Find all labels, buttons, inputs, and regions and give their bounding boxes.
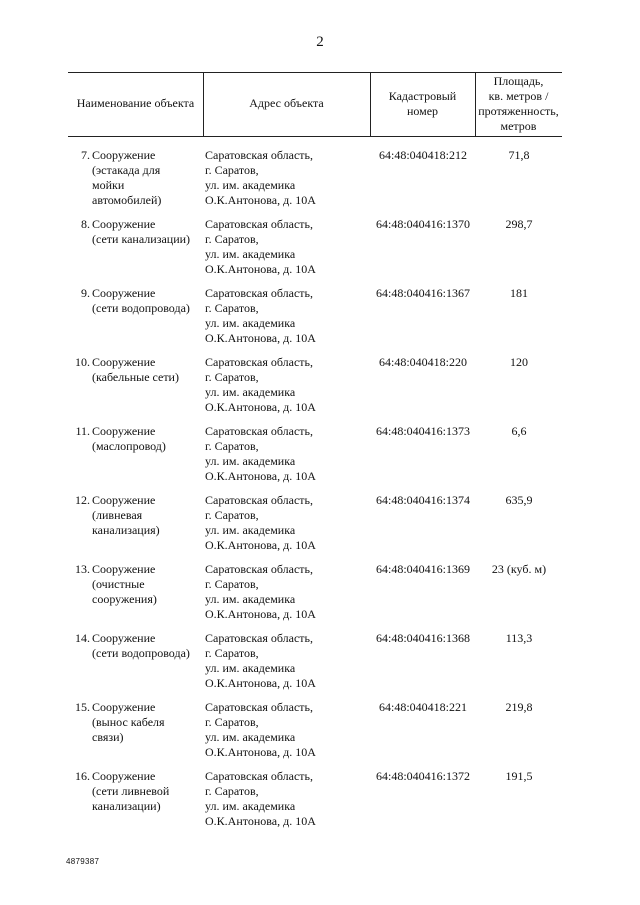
- table-row: [0, 217, 640, 286]
- row-number: 13.: [75, 562, 90, 576]
- table-top-rule: [68, 72, 562, 73]
- object-address: Саратовская область, г. Саратов, ул. им. академика О.К.Антонова, д. 10А: [205, 631, 316, 690]
- row-number: 14.: [75, 631, 90, 645]
- cadastral-number: 64:48:040416:1374: [375, 493, 470, 507]
- document-code: 4879387: [66, 857, 100, 866]
- page-number: 2: [316, 34, 324, 50]
- header-area: Площадь, кв. метров / протяженность, метров: [478, 74, 559, 133]
- object-name-cell: [68, 493, 203, 538]
- header-cadastral: Кадастровый номер: [388, 89, 457, 118]
- row-number: 10.: [75, 355, 90, 369]
- table-row: [0, 631, 640, 700]
- object-name-cell: [68, 631, 203, 661]
- object-address: Саратовская область, г. Саратов, ул. им. академика О.К.Антонова, д. 10А: [205, 286, 316, 345]
- table-row: [0, 493, 640, 562]
- object-name: Сооружение (кабельные сети): [92, 355, 179, 384]
- object-address: Саратовская область, г. Саратов, ул. им. академика О.К.Антонова, д. 10А: [205, 217, 316, 276]
- object-name: Сооружение (вынос кабеля связи): [92, 700, 165, 744]
- object-name: Сооружение (ливневая канализация): [92, 493, 160, 537]
- header-address: Адрес объекта: [249, 96, 324, 110]
- cadastral-number: 64:48:040418:220: [378, 355, 467, 369]
- cadastral-number: 64:48:040416:1370: [375, 217, 470, 231]
- row-number: 12.: [75, 493, 90, 507]
- object-area: 6,6: [511, 424, 527, 438]
- object-name-cell: [68, 700, 203, 745]
- object-name-cell: [68, 286, 203, 316]
- table-row: [0, 286, 640, 355]
- object-name: Сооружение (маслопровод): [92, 424, 166, 453]
- table-row: [0, 424, 640, 493]
- cadastral-number: 64:48:040416:1372: [375, 769, 470, 783]
- cadastral-number: 64:48:040418:221: [378, 700, 467, 714]
- object-area: 113,3: [505, 631, 533, 645]
- cadastral-number: 64:48:040416:1368: [375, 631, 470, 645]
- object-address: Саратовская область, г. Саратов, ул. им. академика О.К.Антонова, д. 10А: [205, 355, 316, 414]
- object-name-cell: [68, 148, 203, 208]
- object-area: 219,8: [505, 700, 533, 714]
- object-area: 191,5: [505, 769, 533, 783]
- table-row: [0, 562, 640, 631]
- object-area: 298,7: [505, 217, 533, 231]
- table-row: [0, 700, 640, 769]
- row-number: 16.: [75, 769, 90, 783]
- cadastral-number: 64:48:040416:1369: [375, 562, 470, 576]
- object-name-cell: [68, 769, 203, 814]
- object-address: Саратовская область, г. Саратов, ул. им. академика О.К.Антонова, д. 10А: [205, 148, 316, 207]
- row-number: 15.: [75, 700, 90, 714]
- cadastral-number: 64:48:040416:1367: [375, 286, 470, 300]
- object-name-cell: [68, 424, 203, 454]
- object-address: Саратовская область, г. Саратов, ул. им. академика О.К.Антонова, д. 10А: [205, 700, 316, 759]
- object-name: Сооружение (эстакада для мойки автомобилей): [92, 148, 162, 207]
- table-row: [0, 355, 640, 424]
- cadastral-number: 64:48:040416:1373: [375, 424, 470, 438]
- row-number: 11.: [75, 424, 90, 438]
- object-name: Сооружение (очистные сооружения): [92, 562, 157, 606]
- object-area: 120: [510, 355, 528, 369]
- cadastral-number: 64:48:040418:212: [378, 148, 467, 162]
- table-row: [0, 148, 640, 217]
- object-name-cell: [68, 217, 203, 247]
- object-area: 23 (куб. м): [491, 562, 547, 576]
- row-number: 7.: [81, 148, 90, 162]
- row-number: 9.: [81, 286, 90, 300]
- row-number: 8.: [81, 217, 90, 231]
- object-name-cell: [68, 355, 203, 385]
- header-name: Наименование объекта: [76, 96, 195, 110]
- object-name: Сооружение (сети канализации): [92, 217, 191, 246]
- table-header-bottom-rule: [68, 136, 562, 137]
- object-address: Саратовская область, г. Саратов, ул. им. академика О.К.Антонова, д. 10А: [205, 424, 316, 483]
- object-name: Сооружение (сети водопровода): [92, 631, 190, 660]
- table-row: [0, 769, 640, 838]
- object-name: Сооружение (сети водопровода): [92, 286, 190, 315]
- object-address: Саратовская область, г. Саратов, ул. им. академика О.К.Антонова, д. 10А: [205, 562, 316, 621]
- object-name-cell: [68, 562, 203, 607]
- table-body: [0, 148, 640, 838]
- object-area: 635,9: [505, 493, 533, 507]
- object-area: 71,8: [508, 148, 530, 162]
- object-address: Саратовская область, г. Саратов, ул. им. академика О.К.Антонова, д. 10А: [205, 493, 316, 552]
- object-name: Сооружение (сети ливневой канализации): [92, 769, 170, 813]
- object-address: Саратовская область, г. Саратов, ул. им. академика О.К.Антонова, д. 10А: [205, 769, 316, 828]
- object-area: 181: [510, 286, 528, 300]
